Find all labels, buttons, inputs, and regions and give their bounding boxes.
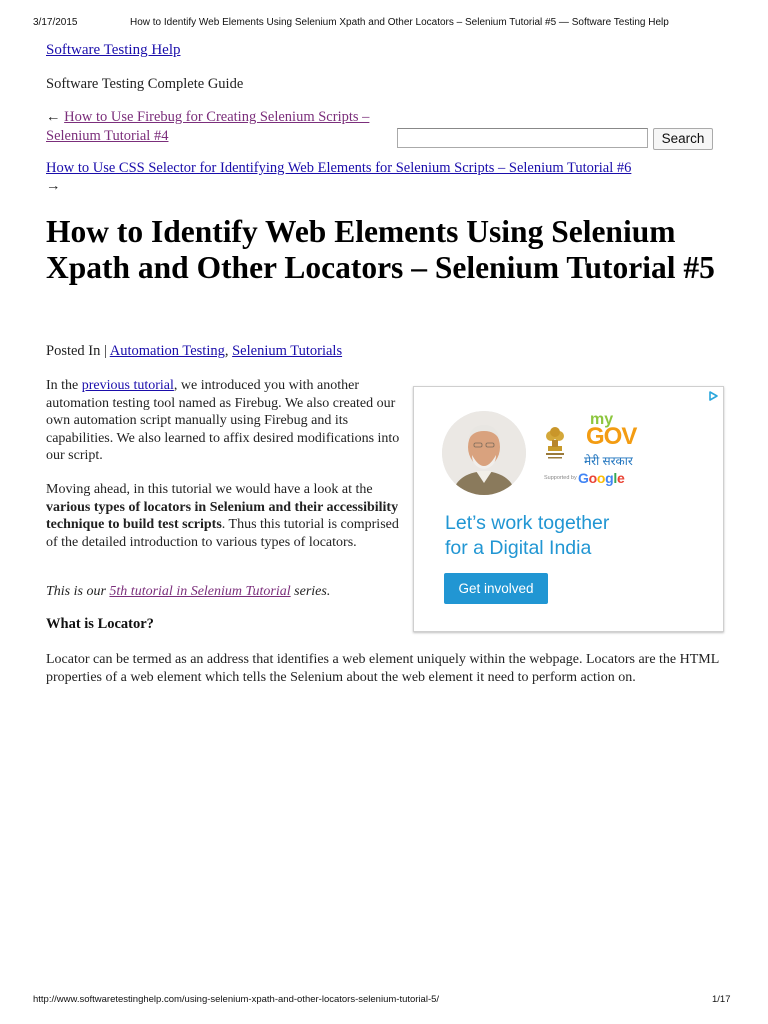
search-input[interactable]: [397, 128, 648, 148]
category-link-automation-testing[interactable]: Automation Testing: [109, 343, 225, 359]
site-tagline: Software Testing Complete Guide: [46, 76, 244, 92]
paragraph-moving-ahead: [46, 481, 401, 551]
person-photo-image: [442, 411, 526, 495]
posted-in-label: Posted In |: [46, 343, 107, 359]
article-title: How to Identify Web Elements Using Selenium Xpath and Other Locators – Selenium Tutorial #5: [46, 214, 715, 285]
previous-post-link[interactable]: How to Use Firebug for Creating Selenium Scripts – Selenium Tutorial #4: [46, 109, 370, 144]
bold-text: various types of locators in Selenium and their accessibility technique to build test scripts: [46, 499, 399, 532]
print-page-title: How to Identify Web Elements Using Selenium Xpath and Other Locators – Selenium Tutorial #5 — Software Testing Help: [130, 17, 669, 28]
get-involved-button[interactable]: Get involved: [444, 573, 548, 604]
ad-headline-line-1: Let’s work together: [445, 512, 610, 534]
print-url: http://www.softwaretestinghelp.com/using-selenium-xpath-and-other-locators-selenium-tutorial-5/: [33, 994, 440, 1005]
ad-headline-line-2: for a Digital India: [445, 537, 592, 559]
series-link[interactable]: 5th tutorial in Selenium Tutorial: [109, 584, 291, 599]
text: . Thus this tutorial is comprised of the detailed introduction to various types of locators.: [46, 517, 399, 550]
mygov-logo: [584, 411, 679, 468]
posted-in-meta: [46, 343, 342, 360]
paragraph-locator-definition: Locator can be termed as an address that identifies a web element uniquely within the webpage. Locators are the HTML properties of a web element which tells the Selenium about the web element it need to perform action on.: [46, 652, 719, 685]
prev-arrow: ←: [46, 109, 61, 125]
heading-what-is-locator: What is Locator?: [46, 616, 154, 632]
ad-headline: [445, 511, 705, 561]
print-date: 3/17/2015: [33, 17, 78, 28]
previous-post-nav: [46, 108, 376, 146]
brand-gov: GOV: [586, 423, 637, 450]
ad-choices-icon[interactable]: [707, 390, 719, 402]
text: This is our: [46, 584, 110, 599]
print-page-number: 1/17: [712, 994, 731, 1005]
supported-by-label: Supported by: [544, 475, 577, 481]
advertisement-banner[interactable]: [413, 386, 724, 632]
google-logo-text: Google: [578, 470, 625, 486]
brand-hindi: मेरी सरकार: [584, 454, 633, 468]
next-arrow: →: [46, 178, 61, 194]
previous-tutorial-link[interactable]: previous tutorial: [81, 378, 174, 393]
text: Moving ahead, in this tutorial we would have a look at the: [46, 482, 373, 497]
category-link-selenium-tutorials[interactable]: Selenium Tutorials: [232, 343, 343, 359]
brand-my: my: [590, 411, 614, 428]
paragraph-intro: [46, 377, 401, 465]
print-header: [0, 17, 768, 31]
category-separator: ,: [224, 343, 229, 359]
print-footer: [0, 994, 768, 1008]
text: series.: [290, 584, 331, 599]
national-emblem-icon: [542, 422, 568, 460]
site-title-link[interactable]: Software Testing Help: [46, 42, 181, 58]
next-post-link[interactable]: How to Use CSS Selector for Identifying Web Elements for Selenium Scripts – Selenium Tutorial #6: [46, 160, 632, 176]
text: , we introduced you with another automation testing tool named as Firebug. We also created our own automation script manually using Firebug and its capabilities. We also learned to affix desired modifications into our script.: [46, 378, 400, 463]
search-button[interactable]: Search: [653, 128, 713, 150]
next-post-nav: [46, 159, 736, 195]
paragraph-series: [46, 583, 401, 601]
text: In the: [46, 378, 82, 393]
